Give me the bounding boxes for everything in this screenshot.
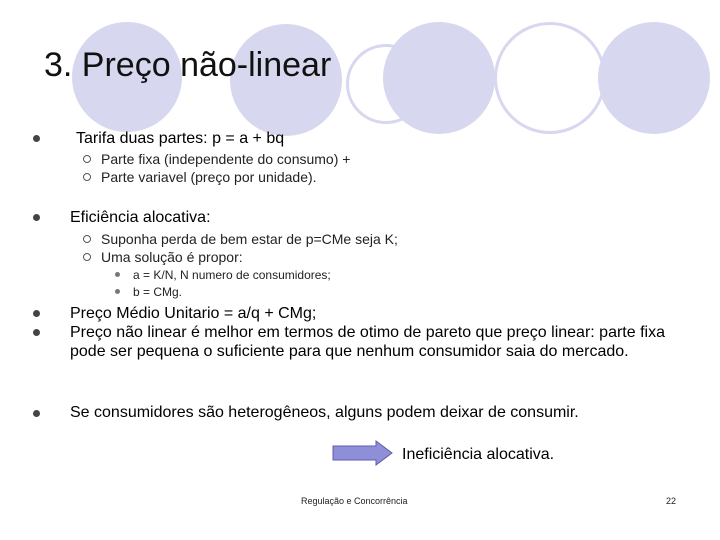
bullet-icon [33,410,40,417]
footer-course: Regulação e Concorrência [301,496,408,506]
subbullet-parte-fixa: Parte fixa (independente do consumo) + [101,151,351,167]
bullet-preco-nao-linear: Preço não linear é melhor em termos de otimo de pareto que preço linear: parte fixa pode ser pequena o suficiente para que nenhum consumidor saia do mercado. [70,324,665,360]
bullet-icon [115,289,120,294]
subbullet-solucao: Uma solução é propor: [101,249,243,265]
subsubbullet-a: a = K/N, N numero de consumidores; [133,268,331,282]
ring-bullet-icon [83,173,91,181]
page-number: 22 [666,496,677,506]
bullet-eficiencia: Eficiência alocativa: [70,209,211,226]
slide-title: 3. Preço não-linear [44,46,332,84]
bullet-icon [33,135,40,142]
bullet-icon [115,272,120,277]
decorative-circle [598,22,710,134]
bullet-preco-medio: Preço Médio Unitario = a/q + CMg; [70,305,317,322]
bullet-tarifa: Tarifa duas partes: p = a + bq [76,130,285,147]
bullet-icon [33,310,40,317]
subsubbullet-b: b = CMg. [133,285,183,299]
right-arrow-icon [332,440,394,466]
callout-ineficiencia: Ineficiência alocativa. [402,446,555,463]
ring-bullet-icon [83,235,91,243]
subbullet-suponha: Suponha perda de bem estar de p=CMe seja K; [101,231,398,247]
decorative-circle [383,22,495,134]
bullet-icon [33,214,40,221]
bullet-heterogeneos: Se consumidores são heterogêneos, alguns podem deixar de consumir. [70,404,579,421]
ring-bullet-icon [83,253,91,261]
ring-bullet-icon [83,155,91,163]
subbullet-parte-variavel: Parte variavel (preço por unidade). [101,169,317,185]
decorative-ring [494,22,606,134]
bullet-icon [33,329,40,336]
